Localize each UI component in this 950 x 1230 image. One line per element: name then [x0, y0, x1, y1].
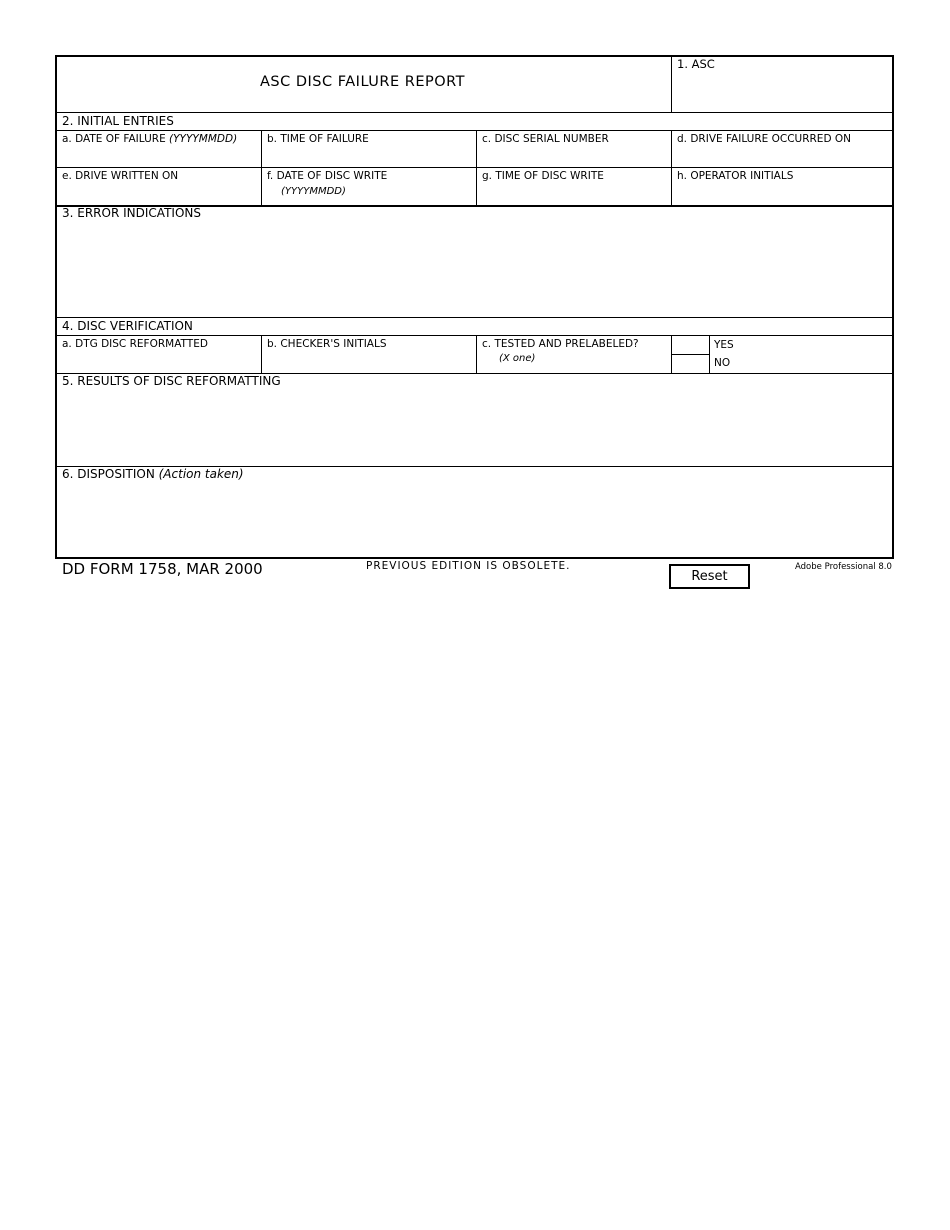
yes-label: YES — [714, 339, 734, 351]
checkers-initials-input[interactable] — [263, 352, 474, 371]
edition-note: PREVIOUS EDITION IS OBSOLETE. — [366, 560, 571, 572]
disc-failure-form — [55, 55, 894, 559]
section-2-header: 2. INITIAL ENTRIES — [62, 114, 174, 128]
time-of-disc-write-label: g. TIME OF DISC WRITE — [482, 170, 604, 182]
date-of-disc-write-hint: (YYYYMMDD) — [281, 186, 346, 197]
date-of-disc-write-input[interactable] — [357, 184, 474, 204]
disc-serial-number-input[interactable] — [478, 147, 669, 167]
asc-input[interactable] — [673, 74, 892, 110]
divider — [57, 112, 892, 113]
operator-initials-input[interactable] — [673, 184, 892, 204]
tested-prelabeled-hint: (X one) — [499, 353, 536, 364]
dtg-disc-reformatted-label: a. DTG DISC REFORMATTED — [62, 338, 208, 350]
disposition-input[interactable] — [59, 484, 890, 556]
drive-failure-input[interactable] — [673, 147, 892, 167]
date-of-failure-label: a. DATE OF FAILURE (YYYYMMDD) — [62, 133, 238, 145]
time-of-failure-input[interactable] — [263, 147, 474, 167]
yes-checkbox[interactable] — [673, 337, 708, 353]
divider — [57, 130, 892, 131]
asc-label: 1. ASC — [677, 57, 715, 71]
date-of-disc-write-label: f. DATE OF DISC WRITE — [267, 170, 388, 182]
divider — [476, 335, 477, 373]
operator-initials-label: h. OPERATOR INITIALS — [677, 170, 794, 182]
divider — [671, 57, 672, 112]
divider — [261, 335, 262, 373]
form-title: ASC DISC FAILURE REPORT — [260, 74, 466, 90]
time-of-failure-label: b. TIME OF FAILURE — [267, 133, 369, 145]
drive-written-on-input[interactable] — [59, 184, 259, 204]
results-of-reformatting-input[interactable] — [59, 391, 890, 464]
tested-prelabeled-label: c. TESTED AND PRELABELED? — [482, 338, 639, 350]
divider — [57, 317, 892, 318]
section-5-header: 5. RESULTS OF DISC REFORMATTING — [62, 374, 281, 388]
section-3-header: 3. ERROR INDICATIONS — [62, 206, 201, 220]
software-note: Adobe Professional 8.0 — [795, 562, 892, 572]
no-label: NO — [714, 357, 731, 369]
checkers-initials-label: b. CHECKER'S INITIALS — [267, 338, 387, 350]
section-6-header: 6. DISPOSITION (Action taken) — [62, 467, 244, 481]
section-4-header: 4. DISC VERIFICATION — [62, 319, 193, 333]
no-checkbox[interactable] — [673, 356, 708, 372]
form-number: DD FORM 1758, MAR 2000 — [62, 560, 263, 578]
dtg-disc-reformatted-input[interactable] — [59, 352, 259, 371]
drive-failure-label: d. DRIVE FAILURE OCCURRED ON — [677, 133, 851, 145]
time-of-disc-write-input[interactable] — [478, 184, 669, 204]
divider — [671, 354, 709, 355]
reset-button[interactable]: Reset — [669, 564, 750, 589]
divider — [57, 335, 892, 336]
disc-serial-number-label: c. DISC SERIAL NUMBER — [482, 133, 609, 145]
drive-written-on-label: e. DRIVE WRITTEN ON — [62, 170, 179, 182]
divider — [709, 335, 710, 373]
divider — [57, 167, 892, 168]
error-indications-input[interactable] — [59, 223, 890, 315]
date-of-failure-input[interactable] — [59, 147, 259, 167]
